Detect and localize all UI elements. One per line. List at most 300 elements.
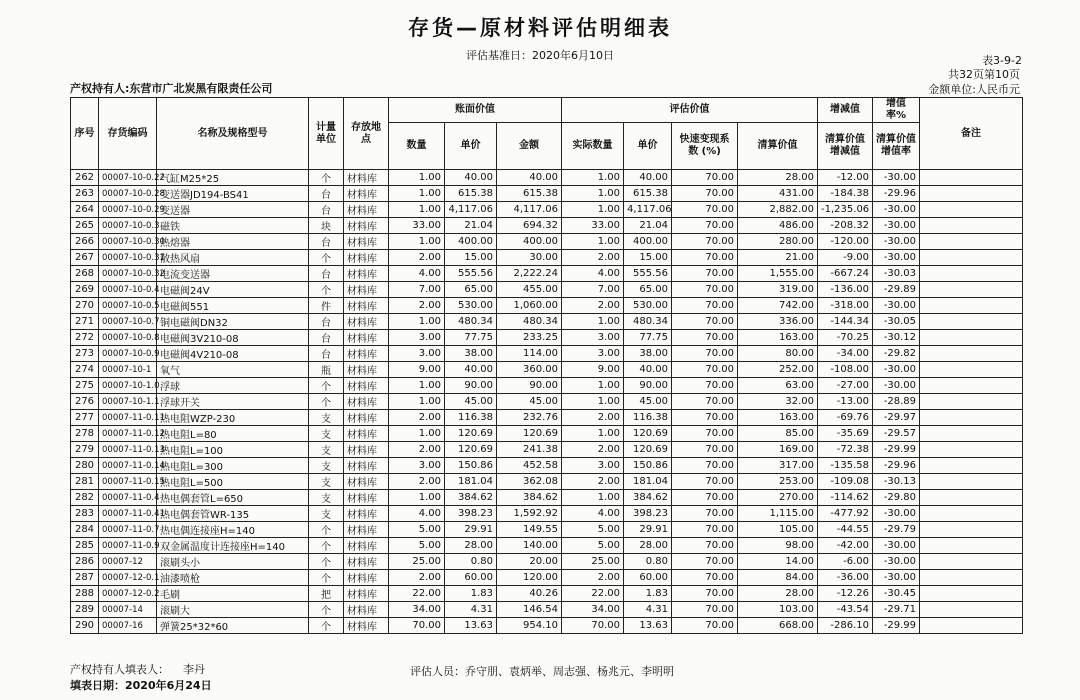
cell-eval-price: 90.00	[624, 378, 672, 394]
cell-diff: -12.26	[818, 586, 873, 602]
cell-book-price: 45.00	[445, 394, 497, 410]
cell-name: 浮球	[157, 378, 309, 394]
cell-code: 00007-10-0.30	[99, 234, 157, 250]
cell-unit: 台	[309, 234, 344, 250]
cell-eval-qty: 3.00	[562, 458, 624, 474]
cell-eval-value: 270.00	[738, 490, 818, 506]
cell-unit: 个	[309, 522, 344, 538]
cell-eval-qty: 70.00	[562, 618, 624, 634]
cell-book-price: 15.00	[445, 250, 497, 266]
cell-location: 材料库	[344, 266, 389, 282]
cell-rate: -30.12	[873, 330, 920, 346]
cell-unit: 支	[309, 474, 344, 490]
cell-code: 00007-11-0.9	[99, 538, 157, 554]
cell-seq: 267	[71, 250, 99, 266]
cell-code: 00007-12-0.1	[99, 570, 157, 586]
cell-name: 气缸M25*25	[157, 170, 309, 186]
cell-seq: 275	[71, 378, 99, 394]
cell-book-amount: 362.08	[497, 474, 562, 490]
cell-diff: -1,235.06	[818, 202, 873, 218]
table-row	[71, 218, 1023, 234]
cell-remarks	[920, 298, 1023, 314]
cell-name: 铜电磁阀DN32	[157, 314, 309, 330]
cell-unit: 支	[309, 410, 344, 426]
cell-seq: 264	[71, 202, 99, 218]
cell-seq: 281	[71, 474, 99, 490]
cell-eval-factor: 70.00	[672, 378, 738, 394]
table-row	[71, 330, 1023, 346]
cell-book-qty: 2.00	[389, 474, 445, 490]
cell-location: 材料库	[344, 458, 389, 474]
col-code: 存货编码	[99, 98, 157, 170]
cell-code: 00007-10-0.7	[99, 314, 157, 330]
cell-rate: -29.99	[873, 442, 920, 458]
cell-seq: 282	[71, 490, 99, 506]
cell-rate: -30.05	[873, 314, 920, 330]
cell-eval-qty: 34.00	[562, 602, 624, 618]
cell-book-price: 4,117.06	[445, 202, 497, 218]
cell-rate: -29.99	[873, 618, 920, 634]
cell-code: 00007-14	[99, 602, 157, 618]
cell-book-qty: 1.00	[389, 378, 445, 394]
cell-book-amount: 480.34	[497, 314, 562, 330]
cell-book-amount: 146.54	[497, 602, 562, 618]
cell-remarks	[920, 250, 1023, 266]
cell-diff: -43.54	[818, 602, 873, 618]
cell-seq: 288	[71, 586, 99, 602]
cell-book-price: 38.00	[445, 346, 497, 362]
cell-eval-value: 431.00	[738, 186, 818, 202]
cell-seq: 285	[71, 538, 99, 554]
cell-eval-qty: 2.00	[562, 410, 624, 426]
cell-eval-price: 530.00	[624, 298, 672, 314]
cell-eval-value: 163.00	[738, 330, 818, 346]
cell-book-amount: 615.38	[497, 186, 562, 202]
cell-location: 材料库	[344, 426, 389, 442]
cell-seq: 276	[71, 394, 99, 410]
cell-eval-price: 38.00	[624, 346, 672, 362]
cell-code: 00007-12-0.2	[99, 586, 157, 602]
cell-eval-qty: 5.00	[562, 538, 624, 554]
cell-rate: -30.00	[873, 298, 920, 314]
cell-eval-qty: 1.00	[562, 186, 624, 202]
table-row	[71, 410, 1023, 426]
cell-location: 材料库	[344, 218, 389, 234]
page-info: 共32页第10页	[948, 68, 1020, 81]
cell-location: 材料库	[344, 506, 389, 522]
cell-book-qty: 1.00	[389, 394, 445, 410]
cell-eval-value: 319.00	[738, 282, 818, 298]
table-row	[71, 442, 1023, 458]
cell-eval-factor: 70.00	[672, 506, 738, 522]
cell-eval-value: 21.00	[738, 250, 818, 266]
cell-eval-factor: 70.00	[672, 554, 738, 570]
cell-remarks	[920, 234, 1023, 250]
cell-seq: 277	[71, 410, 99, 426]
cell-eval-price: 1.83	[624, 586, 672, 602]
cell-book-amount: 400.00	[497, 234, 562, 250]
cell-eval-price: 400.00	[624, 234, 672, 250]
cell-eval-price: 0.80	[624, 554, 672, 570]
cell-eval-value: 1,555.00	[738, 266, 818, 282]
cell-book-qty: 3.00	[389, 458, 445, 474]
cell-code: 00007-10-0.8	[99, 330, 157, 346]
table-row	[71, 602, 1023, 618]
cell-eval-qty: 33.00	[562, 218, 624, 234]
col-eval-factor: 快速变现系数 (%)	[672, 123, 738, 170]
cell-seq: 272	[71, 330, 99, 346]
cell-unit: 个	[309, 554, 344, 570]
cell-name: 电流变送器	[157, 266, 309, 282]
cell-remarks	[920, 570, 1023, 586]
table-row	[71, 506, 1023, 522]
cell-eval-value: 253.00	[738, 474, 818, 490]
table-row	[71, 362, 1023, 378]
appraisers: 评估人员：乔守朋、袁炳举、周志强、杨兆元、李明明	[410, 665, 674, 678]
col-eval-qty: 实际数量	[562, 123, 624, 170]
cell-diff: -70.25	[818, 330, 873, 346]
cell-eval-price: 21.04	[624, 218, 672, 234]
cell-remarks	[920, 442, 1023, 458]
cell-rate: -30.03	[873, 266, 920, 282]
cell-book-qty: 3.00	[389, 346, 445, 362]
cell-book-qty: 22.00	[389, 586, 445, 602]
cell-rate: -29.96	[873, 186, 920, 202]
filler-name: 李丹	[183, 663, 205, 676]
cell-name: 热电阻WZP-230	[157, 410, 309, 426]
cell-book-price: 398.23	[445, 506, 497, 522]
cell-diff: -72.38	[818, 442, 873, 458]
cell-remarks	[920, 330, 1023, 346]
cell-eval-value: 80.00	[738, 346, 818, 362]
cell-seq: 290	[71, 618, 99, 634]
cell-book-price: 120.69	[445, 442, 497, 458]
cell-diff: -136.00	[818, 282, 873, 298]
cell-eval-factor: 70.00	[672, 282, 738, 298]
cell-eval-price: 384.62	[624, 490, 672, 506]
table-row	[71, 490, 1023, 506]
cell-remarks	[920, 394, 1023, 410]
cell-eval-qty: 3.00	[562, 330, 624, 346]
cell-book-amount: 90.00	[497, 378, 562, 394]
cell-eval-value: 32.00	[738, 394, 818, 410]
cell-remarks	[920, 458, 1023, 474]
cell-remarks	[920, 362, 1023, 378]
cell-eval-value: 28.00	[738, 586, 818, 602]
cell-seq: 283	[71, 506, 99, 522]
cell-unit: 台	[309, 202, 344, 218]
cell-name: 热熔器	[157, 234, 309, 250]
cell-seq: 284	[71, 522, 99, 538]
cell-eval-price: 116.38	[624, 410, 672, 426]
cell-book-qty: 1.00	[389, 234, 445, 250]
cell-rate: -30.00	[873, 234, 920, 250]
cell-book-qty: 2.00	[389, 442, 445, 458]
cell-eval-qty: 3.00	[562, 346, 624, 362]
col-book-price: 单价	[445, 123, 497, 170]
cell-unit: 瓶	[309, 362, 344, 378]
cell-rate: -29.89	[873, 282, 920, 298]
col-eval-value: 清算价值	[738, 123, 818, 170]
cell-eval-qty: 7.00	[562, 282, 624, 298]
cell-location: 材料库	[344, 298, 389, 314]
cell-eval-value: 486.00	[738, 218, 818, 234]
cell-book-price: 40.00	[445, 170, 497, 186]
cell-book-amount: 40.26	[497, 586, 562, 602]
cell-diff: -208.32	[818, 218, 873, 234]
cell-code: 00007-10-0.9	[99, 346, 157, 362]
cell-location: 材料库	[344, 522, 389, 538]
cell-code: 00007-10-0.5	[99, 298, 157, 314]
cell-unit: 个	[309, 170, 344, 186]
cell-diff: -6.00	[818, 554, 873, 570]
cell-unit: 个	[309, 394, 344, 410]
cell-book-price: 60.00	[445, 570, 497, 586]
cell-book-amount: 149.55	[497, 522, 562, 538]
cell-eval-qty: 25.00	[562, 554, 624, 570]
cell-book-qty: 1.00	[389, 170, 445, 186]
table-row	[71, 458, 1023, 474]
cell-eval-price: 4,117.06	[624, 202, 672, 218]
cell-location: 材料库	[344, 554, 389, 570]
table-row	[71, 570, 1023, 586]
cell-book-amount: 233.25	[497, 330, 562, 346]
cell-rate: -30.13	[873, 474, 920, 490]
cell-location: 材料库	[344, 474, 389, 490]
cell-eval-factor: 70.00	[672, 266, 738, 282]
cell-seq: 262	[71, 170, 99, 186]
cell-name: 变送器JD194-BS41	[157, 186, 309, 202]
cell-rate: -30.00	[873, 538, 920, 554]
table-row	[71, 426, 1023, 442]
cell-eval-price: 40.00	[624, 362, 672, 378]
cell-rate: -29.80	[873, 490, 920, 506]
cell-book-amount: 120.00	[497, 570, 562, 586]
cell-diff: -286.10	[818, 618, 873, 634]
cell-eval-factor: 70.00	[672, 170, 738, 186]
cell-unit: 台	[309, 346, 344, 362]
cell-eval-price: 4.31	[624, 602, 672, 618]
cell-eval-factor: 70.00	[672, 410, 738, 426]
cell-eval-price: 45.00	[624, 394, 672, 410]
fill-date: 填表日期：2020年6月24日	[70, 679, 212, 692]
cell-book-qty: 5.00	[389, 538, 445, 554]
cell-book-price: 400.00	[445, 234, 497, 250]
cell-book-price: 116.38	[445, 410, 497, 426]
cell-eval-qty: 1.00	[562, 314, 624, 330]
cell-book-qty: 4.00	[389, 506, 445, 522]
cell-location: 材料库	[344, 186, 389, 202]
cell-name: 浮球开关	[157, 394, 309, 410]
table-row	[71, 170, 1023, 186]
cell-eval-value: 1,115.00	[738, 506, 818, 522]
cell-eval-factor: 70.00	[672, 458, 738, 474]
cell-rate: -29.97	[873, 410, 920, 426]
cell-remarks	[920, 490, 1023, 506]
cell-remarks	[920, 218, 1023, 234]
base-date: 评估基准日：2020年6月10日	[466, 49, 614, 62]
col-seq: 序号	[71, 98, 99, 170]
cell-code: 00007-11-0.12	[99, 426, 157, 442]
cell-eval-value: 2,882.00	[738, 202, 818, 218]
cell-unit: 台	[309, 314, 344, 330]
cell-remarks	[920, 426, 1023, 442]
cell-location: 材料库	[344, 282, 389, 298]
cell-eval-qty: 1.00	[562, 394, 624, 410]
cell-eval-price: 181.04	[624, 474, 672, 490]
cell-eval-price: 15.00	[624, 250, 672, 266]
cell-unit: 台	[309, 330, 344, 346]
cell-remarks	[920, 506, 1023, 522]
cell-diff: -120.00	[818, 234, 873, 250]
cell-book-amount: 4,117.06	[497, 202, 562, 218]
cell-unit: 个	[309, 378, 344, 394]
cell-unit: 支	[309, 506, 344, 522]
cell-book-qty: 70.00	[389, 618, 445, 634]
cell-book-qty: 1.00	[389, 490, 445, 506]
cell-remarks	[920, 314, 1023, 330]
cell-eval-factor: 70.00	[672, 218, 738, 234]
cell-eval-qty: 2.00	[562, 250, 624, 266]
cell-diff: -144.34	[818, 314, 873, 330]
cell-location: 材料库	[344, 314, 389, 330]
cell-unit: 块	[309, 218, 344, 234]
table-row	[71, 282, 1023, 298]
cell-name: 油漆喷枪	[157, 570, 309, 586]
col-rate-sub: 清算价值增值率	[873, 123, 920, 170]
cell-eval-price: 28.00	[624, 538, 672, 554]
cell-book-qty: 1.00	[389, 314, 445, 330]
cell-seq: 287	[71, 570, 99, 586]
cell-rate: -30.00	[873, 362, 920, 378]
cell-unit: 台	[309, 266, 344, 282]
cell-seq: 278	[71, 426, 99, 442]
cell-eval-qty: 9.00	[562, 362, 624, 378]
property-owner: 产权持有人:东营市广北炭黑有限责任公司	[70, 82, 273, 95]
cell-eval-factor: 70.00	[672, 202, 738, 218]
cell-eval-factor: 70.00	[672, 298, 738, 314]
inventory-table	[70, 97, 1023, 634]
cell-book-qty: 7.00	[389, 282, 445, 298]
cell-eval-qty: 1.00	[562, 202, 624, 218]
cell-rate: -30.00	[873, 378, 920, 394]
cell-name: 变送器	[157, 202, 309, 218]
col-book-qty: 数量	[389, 123, 445, 170]
cell-diff: -44.55	[818, 522, 873, 538]
cell-seq: 263	[71, 186, 99, 202]
cell-diff: -69.76	[818, 410, 873, 426]
cell-code: 00007-11-0.41	[99, 506, 157, 522]
cell-eval-factor: 70.00	[672, 442, 738, 458]
cell-remarks	[920, 266, 1023, 282]
cell-eval-factor: 70.00	[672, 570, 738, 586]
cell-name: 热电阻L=100	[157, 442, 309, 458]
cell-eval-value: 252.00	[738, 362, 818, 378]
cell-book-qty: 4.00	[389, 266, 445, 282]
cell-eval-value: 336.00	[738, 314, 818, 330]
table-row	[71, 266, 1023, 282]
cell-book-amount: 232.76	[497, 410, 562, 426]
cell-eval-value: 280.00	[738, 234, 818, 250]
cell-book-price: 13.63	[445, 618, 497, 634]
col-book-amount: 金额	[497, 123, 562, 170]
cell-book-price: 40.00	[445, 362, 497, 378]
cell-book-qty: 25.00	[389, 554, 445, 570]
cell-eval-price: 615.38	[624, 186, 672, 202]
cell-eval-value: 98.00	[738, 538, 818, 554]
cell-seq: 279	[71, 442, 99, 458]
cell-book-amount: 45.00	[497, 394, 562, 410]
cell-eval-value: 742.00	[738, 298, 818, 314]
table-number: 表3-9-2	[982, 54, 1022, 67]
cell-unit: 个	[309, 570, 344, 586]
cell-eval-qty: 2.00	[562, 570, 624, 586]
cell-eval-qty: 4.00	[562, 506, 624, 522]
cell-book-price: 21.04	[445, 218, 497, 234]
cell-diff: -34.00	[818, 346, 873, 362]
cell-book-amount: 1,592.92	[497, 506, 562, 522]
cell-eval-price: 398.23	[624, 506, 672, 522]
table-row	[71, 314, 1023, 330]
cell-diff: -318.00	[818, 298, 873, 314]
cell-eval-qty: 4.00	[562, 266, 624, 282]
cell-code: 00007-10-0.32	[99, 266, 157, 282]
col-book-group: 账面价值	[389, 98, 562, 123]
cell-diff: -36.00	[818, 570, 873, 586]
cell-code: 00007-11-0.14	[99, 458, 157, 474]
cell-code: 00007-11-0.4	[99, 490, 157, 506]
cell-eval-qty: 5.00	[562, 522, 624, 538]
cell-eval-qty: 1.00	[562, 234, 624, 250]
cell-eval-factor: 70.00	[672, 330, 738, 346]
cell-eval-qty: 1.00	[562, 490, 624, 506]
cell-book-price: 0.80	[445, 554, 497, 570]
cell-rate: -29.57	[873, 426, 920, 442]
cell-code: 00007-11-0.7	[99, 522, 157, 538]
header-row-top	[71, 98, 1023, 123]
cell-location: 材料库	[344, 618, 389, 634]
cell-eval-factor: 70.00	[672, 186, 738, 202]
cell-book-amount: 120.69	[497, 426, 562, 442]
cell-name: 弹簧25*32*60	[157, 618, 309, 634]
table-row	[71, 378, 1023, 394]
cell-location: 材料库	[344, 202, 389, 218]
cell-eval-price: 120.69	[624, 442, 672, 458]
cell-eval-qty: 1.00	[562, 378, 624, 394]
cell-remarks	[920, 602, 1023, 618]
cell-unit: 台	[309, 186, 344, 202]
cell-diff: -184.38	[818, 186, 873, 202]
table-row	[71, 586, 1023, 602]
table-row	[71, 538, 1023, 554]
cell-rate: -30.00	[873, 170, 920, 186]
table-row	[71, 298, 1023, 314]
cell-diff: -109.08	[818, 474, 873, 490]
cell-book-qty: 9.00	[389, 362, 445, 378]
cell-eval-value: 163.00	[738, 410, 818, 426]
cell-book-price: 28.00	[445, 538, 497, 554]
cell-eval-factor: 70.00	[672, 234, 738, 250]
cell-book-price: 181.04	[445, 474, 497, 490]
cell-name: 热电阻L=300	[157, 458, 309, 474]
cell-eval-price: 29.91	[624, 522, 672, 538]
cell-eval-factor: 70.00	[672, 586, 738, 602]
cell-unit: 支	[309, 458, 344, 474]
cell-eval-factor: 70.00	[672, 394, 738, 410]
cell-code: 00007-16	[99, 618, 157, 634]
cell-book-price: 150.86	[445, 458, 497, 474]
col-diff-group: 增减值	[818, 98, 873, 123]
